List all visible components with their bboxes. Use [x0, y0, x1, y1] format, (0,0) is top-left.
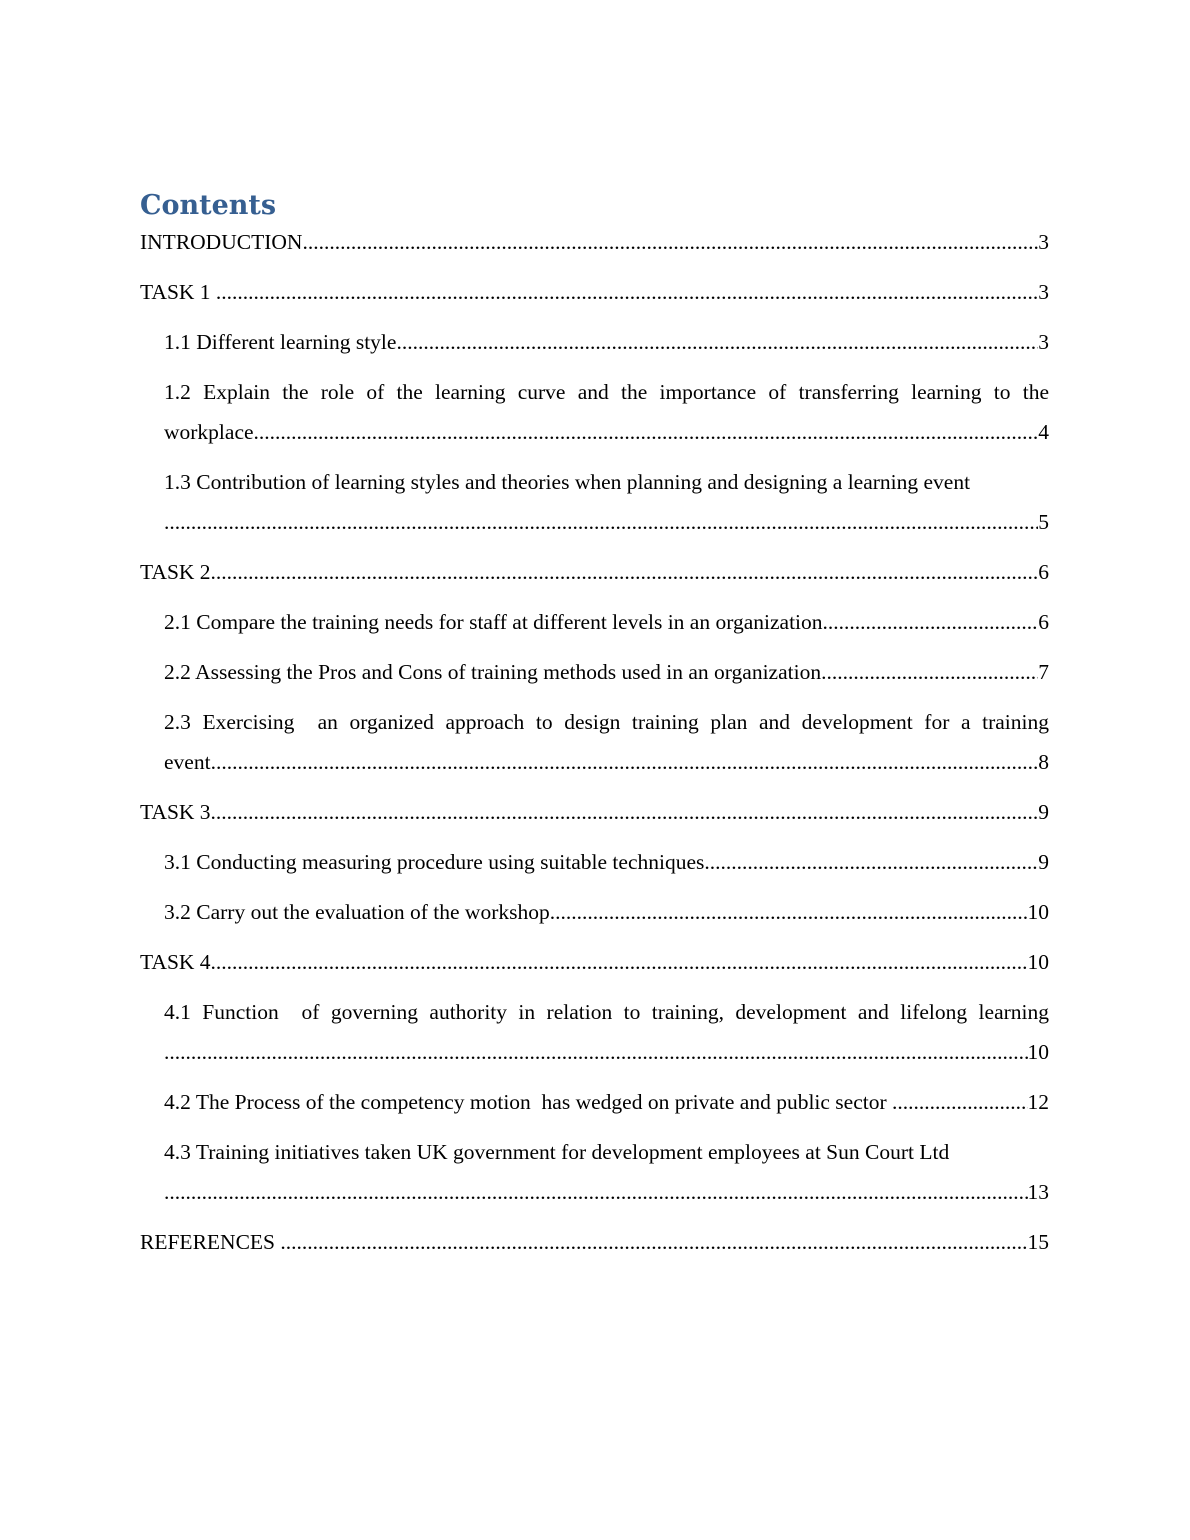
toc-entry-task-2[interactable] — [140, 552, 1049, 592]
toc-page-number: 9 — [1038, 850, 1049, 874]
toc-entry-2-3[interactable] — [140, 702, 1049, 782]
toc-entry-title: TASK 4 — [140, 950, 211, 974]
dot-leader — [211, 792, 1039, 832]
toc-entry-3-1[interactable] — [140, 842, 1049, 882]
toc-page-number: 13 — [1027, 1180, 1049, 1204]
dot-leader — [396, 322, 1038, 362]
toc-page-number: 3 — [1038, 230, 1049, 254]
toc-page-number: 6 — [1038, 560, 1049, 584]
toc-entry-introduction[interactable] — [140, 222, 1049, 262]
toc-page-number: 9 — [1038, 800, 1049, 824]
dot-leader — [211, 942, 1028, 982]
toc-entry-title: workplace — [164, 420, 254, 444]
toc-entry-1-2[interactable] — [140, 372, 1049, 452]
dot-leader — [216, 272, 1038, 312]
toc-entry-2-1[interactable] — [140, 602, 1049, 642]
dot-leader — [302, 222, 1038, 262]
toc-page-number: 7 — [1038, 660, 1049, 684]
toc-entry-title: REFERENCES — [140, 1230, 281, 1254]
toc-entry-title: event — [164, 750, 211, 774]
toc-page-number: 10 — [1027, 1040, 1049, 1064]
toc-entry-1-3[interactable] — [140, 462, 1049, 542]
dot-leader — [550, 892, 1028, 932]
toc-page-number: 5 — [1038, 510, 1049, 534]
toc-entry-1-1[interactable] — [140, 322, 1049, 362]
dot-leader — [254, 412, 1039, 452]
toc-entry-heading-line: 2.3 Exercising an organized approach to design training plan and development for a training — [164, 710, 1049, 734]
toc-entry-title: 4.2 The Process of the competency motion has wedged on private and public sector — [164, 1090, 893, 1114]
toc-entry-3-2[interactable] — [140, 892, 1049, 932]
dot-leader — [164, 502, 1038, 542]
toc-entry-heading-line: 1.3 Contribution of learning styles and theories when planning and designing a learning event — [164, 470, 971, 494]
toc-page-number: 12 — [1027, 1090, 1049, 1114]
toc-page-number: 3 — [1038, 280, 1049, 304]
toc-entry-references[interactable] — [140, 1222, 1049, 1262]
toc-page-number: 15 — [1027, 1230, 1049, 1254]
toc-entry-title: INTRODUCTION — [140, 230, 303, 254]
toc-page-number: 3 — [1038, 330, 1049, 354]
toc-entry-title: 3.2 Carry out the evaluation of the workshop — [164, 900, 550, 924]
toc-page-number: 4 — [1038, 420, 1049, 444]
dot-leader — [164, 1172, 1028, 1212]
toc-page-number: 8 — [1038, 750, 1049, 774]
toc-entry-title: TASK 3 — [140, 800, 211, 824]
toc-entry-2-2[interactable] — [140, 652, 1049, 692]
toc-entry-title: 2.2 Assessing the Pros and Cons of training methods used in an organization — [164, 660, 822, 684]
toc-page-number: 6 — [1038, 610, 1049, 634]
dot-leader — [821, 652, 1038, 692]
dot-leader — [211, 552, 1039, 592]
dot-leader — [164, 1032, 1028, 1072]
toc-entry-task-3[interactable] — [140, 792, 1049, 832]
dot-leader — [704, 842, 1038, 882]
dot-leader — [823, 602, 1039, 642]
toc-entry-title: TASK 2 — [140, 560, 211, 584]
dot-leader — [892, 1082, 1027, 1122]
toc-entry-heading-line: 1.2 Explain the role of the learning curve and the importance of transferring learning to the — [164, 380, 1049, 404]
table-of-contents — [140, 222, 1049, 1272]
toc-entry-task-1[interactable] — [140, 272, 1049, 312]
toc-entry-title: TASK 1 — [140, 280, 216, 304]
toc-entry-title: 1.1 Different learning style — [164, 330, 397, 354]
dot-leader — [211, 742, 1039, 782]
toc-page-number: 10 — [1027, 900, 1049, 924]
dot-leader — [280, 1222, 1027, 1262]
toc-entry-title: 2.1 Compare the training needs for staff at different levels in an organization — [164, 610, 823, 634]
toc-entry-heading-line: 4.3 Training initiatives taken UK government for development employees at Sun Court Ltd — [164, 1140, 950, 1164]
toc-page-number: 10 — [1027, 950, 1049, 974]
contents-heading: Contents — [140, 190, 277, 221]
toc-entry-4-2[interactable] — [140, 1082, 1049, 1122]
toc-entry-heading-line: 4.1 Function of governing authority in relation to training, development and lifelong learning — [164, 1000, 1049, 1024]
toc-entry-4-1[interactable] — [140, 992, 1049, 1072]
toc-entry-task-4[interactable] — [140, 942, 1049, 982]
toc-entry-title: 3.1 Conducting measuring procedure using suitable techniques — [164, 850, 705, 874]
toc-entry-4-3[interactable] — [140, 1132, 1049, 1212]
